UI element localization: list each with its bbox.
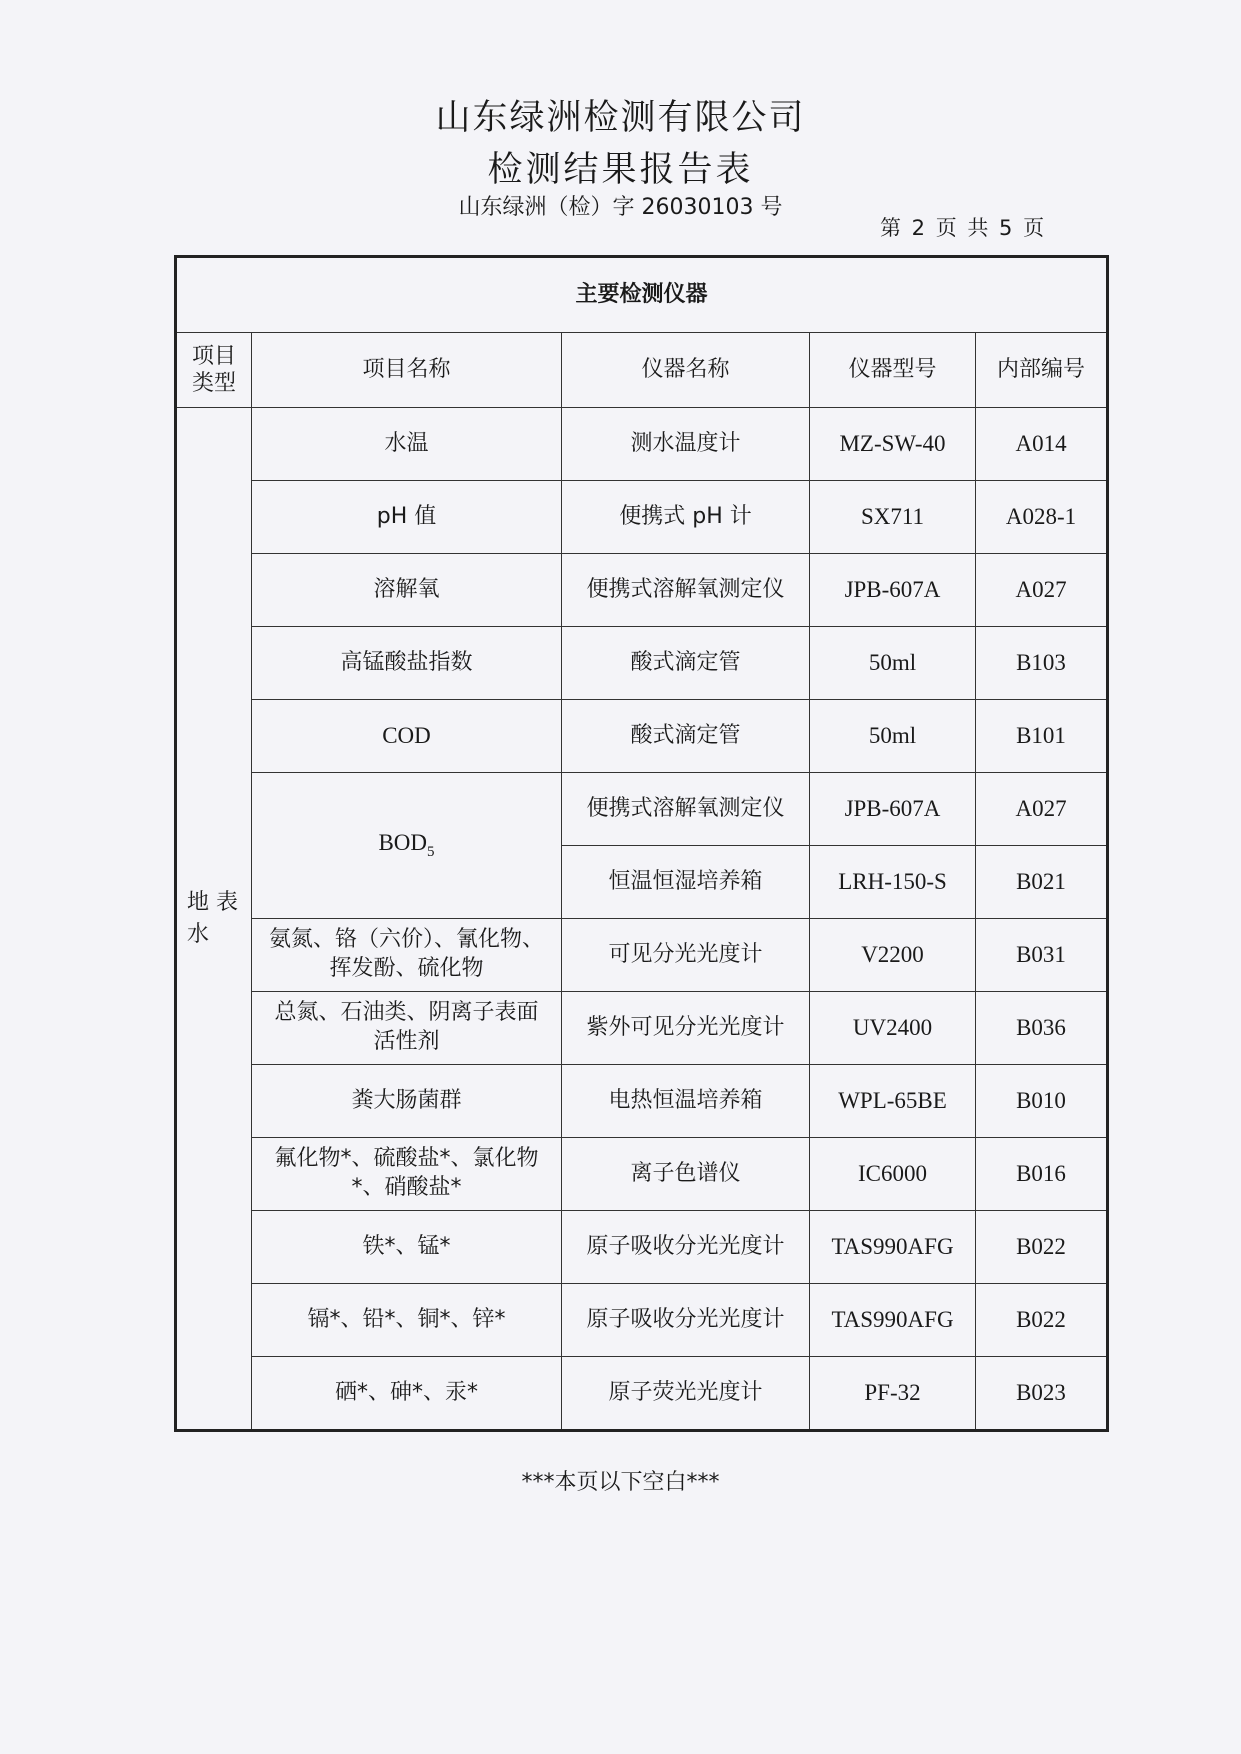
table-row (176, 919, 1108, 992)
instrument-cell: 电热恒温培养箱 (562, 1065, 810, 1138)
instrument-cell: 原子荧光光度计 (562, 1357, 810, 1431)
instrument-cell: 可见分光光度计 (562, 919, 810, 992)
table-row (176, 554, 1108, 627)
code-cell: B021 (976, 846, 1108, 919)
report-title: 检测结果报告表 (487, 150, 754, 190)
table-row (176, 700, 1108, 773)
bod-subscript: 5 (427, 844, 435, 861)
model-cell: IC6000 (810, 1138, 976, 1211)
item-cell: 溶解氧 (252, 554, 562, 627)
column-header-category: 项目 类型 (176, 333, 252, 408)
table-row (176, 1357, 1108, 1431)
model-cell: V2200 (810, 919, 976, 992)
table-row (176, 1211, 1108, 1284)
category-cell: 地 表 水 (176, 408, 252, 1431)
table-row (176, 627, 1108, 700)
model-cell: JPB-607A (810, 554, 976, 627)
code-cell: B031 (976, 919, 1108, 992)
code-cell: B023 (976, 1357, 1108, 1431)
table-row (176, 1138, 1108, 1211)
item-cell: 铁*、锰* (252, 1211, 562, 1284)
column-header-item: 项目名称 (252, 333, 562, 408)
model-cell: UV2400 (810, 992, 976, 1065)
code-cell: A028-1 (976, 481, 1108, 554)
model-cell: WPL-65BE (810, 1065, 976, 1138)
code-cell: B010 (976, 1065, 1108, 1138)
table-header-row (176, 333, 1108, 408)
instrument-cell: 测水温度计 (562, 408, 810, 481)
instrument-cell: 酸式滴定管 (562, 700, 810, 773)
code-cell: A027 (976, 773, 1108, 846)
code-cell: B036 (976, 992, 1108, 1065)
instrument-cell: 原子吸收分光光度计 (562, 1211, 810, 1284)
item-cell: 氨氮、铬（六价）、氰化物、 挥发酚、硫化物 (252, 919, 562, 992)
model-cell: LRH-150-S (810, 846, 976, 919)
model-cell: 50ml (810, 700, 976, 773)
report-number: 山东绿洲（检）字 26030103 号 (458, 195, 783, 220)
table-row (176, 773, 1108, 846)
model-cell: 50ml (810, 627, 976, 700)
bod-label: BOD (378, 830, 428, 856)
item-cell: pH 值 (252, 481, 562, 554)
item-cell: 氟化物*、硫酸盐*、氯化物 *、硝酸盐* (252, 1138, 562, 1211)
code-cell: A027 (976, 554, 1108, 627)
table-row (176, 481, 1108, 554)
table-row (176, 992, 1108, 1065)
company-name: 山东绿洲检测有限公司 (435, 98, 806, 138)
item-cell: 粪大肠菌群 (252, 1065, 562, 1138)
instrument-cell: 原子吸收分光光度计 (562, 1284, 810, 1357)
item-cell: 总氮、石油类、阴离子表面 活性剂 (252, 992, 562, 1065)
instrument-cell: 便携式 pH 计 (562, 481, 810, 554)
instrument-cell: 恒温恒湿培养箱 (562, 846, 810, 919)
item-cell: 水温 (252, 408, 562, 481)
column-header-code: 内部编号 (976, 333, 1108, 408)
table-row (176, 1065, 1108, 1138)
item-cell: 硒*、砷*、汞* (252, 1357, 562, 1431)
code-cell: A014 (976, 408, 1108, 481)
item-cell-bod5 (252, 773, 562, 919)
column-header-instrument: 仪器名称 (562, 333, 810, 408)
instrument-cell: 便携式溶解氧测定仪 (562, 773, 810, 846)
page-indicator: 第 2 页 共 5 页 (880, 216, 1047, 240)
code-cell: B103 (976, 627, 1108, 700)
model-cell: TAS990AFG (810, 1284, 976, 1357)
instrument-cell: 便携式溶解氧测定仪 (562, 554, 810, 627)
table-row (176, 408, 1108, 481)
code-cell: B016 (976, 1138, 1108, 1211)
model-cell: SX711 (810, 481, 976, 554)
code-cell: B022 (976, 1284, 1108, 1357)
model-cell: MZ-SW-40 (810, 408, 976, 481)
code-cell: B101 (976, 700, 1108, 773)
item-cell: 镉*、铅*、铜*、锌* (252, 1284, 562, 1357)
instrument-cell: 离子色谱仪 (562, 1138, 810, 1211)
blank-below-note: ***本页以下空白*** (521, 1470, 720, 1495)
model-cell: JPB-607A (810, 773, 976, 846)
model-cell: TAS990AFG (810, 1211, 976, 1284)
instrument-cell: 酸式滴定管 (562, 627, 810, 700)
item-cell: 高锰酸盐指数 (252, 627, 562, 700)
item-cell: COD (252, 700, 562, 773)
column-header-model: 仪器型号 (810, 333, 976, 408)
instrument-cell: 紫外可见分光光度计 (562, 992, 810, 1065)
model-cell: PF-32 (810, 1357, 976, 1431)
code-cell: B022 (976, 1211, 1108, 1284)
table-row (176, 1284, 1108, 1357)
instrument-table (174, 255, 1109, 1432)
table-caption: 主要检测仪器 (176, 257, 1108, 333)
